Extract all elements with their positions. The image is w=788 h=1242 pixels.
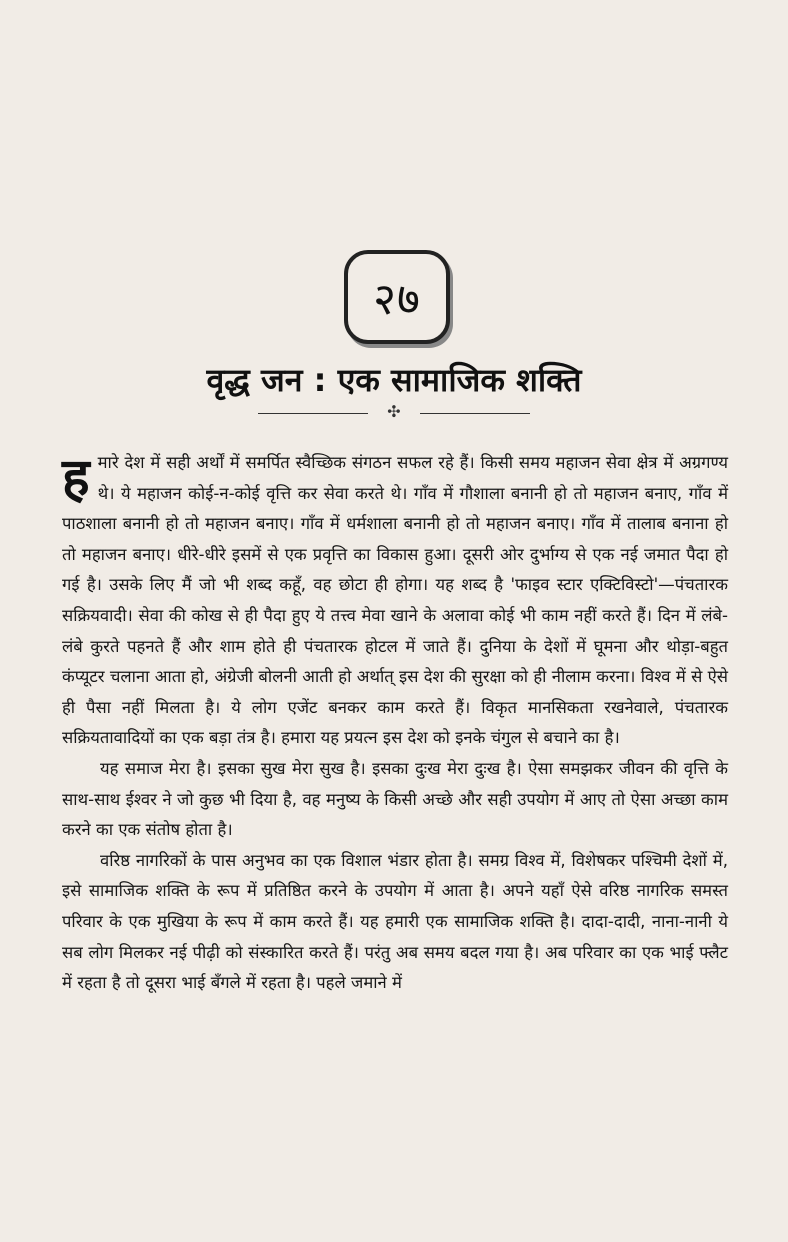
- drop-cap: ह: [62, 448, 90, 508]
- ornament-rule-left: [258, 413, 368, 414]
- chapter-title: वृद्ध जन : एक सामाजिक शक्ति: [206, 361, 582, 399]
- paragraph-1-text: मारे देश में सही अर्थों में समर्पित स्वैच्छिक संगठन सफल रहे हैं। किसी समय महाजन सेवा क्षेत्र में अग्रगण्य थे। ये महाजन कोई-न-कोई वृत्ति कर सेवा करते थे। गाँव में गौशाला बनानी हो तो महाजन बनाए, गाँव में पाठशाला बनानी हो तो महाजन बनाए। गाँव में धर्मशाला बनानी हो तो महाजन बनाए। गाँव में तालाब बनाना हो तो महाजन बनाए। धीरे-धीरे इसमें से एक प्रवृत्ति का विकास हुआ। दूसरी ओर दुर्भाग्य से एक नई जमात पैदा हो गई है। उसके लिए मैं जो भी शब्द कहूँ, वह छोटा ही होगा। यह शब्द है 'फाइव स्टार एक्टिविस्टो'—पंचतारक सक्रियवादी। सेवा की कोख से ही पैदा हुए ये तत्त्व मेवा खाने के अलावा कोई भी काम नहीं करते हैं। दिन में लंबे-लंबे कुरते पहनते हैं और शाम होते ही पंचतारक होटल में जाते हैं। दुनिया के देशों में घूमना और थोड़ा-बहुत कंप्यूटर चलाना आता हो, अंग्रेजी बोलनी आती हो अर्थात् इस देश की सुरक्षा को ही नीलाम करना। विश्व में से ऐसे ही पैसा नहीं मिलता है। ये लोग एजेंट बनकर काम करते हैं। विकृत मानसिकता रखनेवाले, पंचतारक सक्रियतावादियों का एक बड़ा तंत्र है। हमारा यह प्रयत्न इस देश को इनके चंगुल से बचाने का है।: [62, 453, 728, 748]
- title-ornament: [258, 404, 530, 424]
- paragraph-3: वरिष्ठ नागरिकों के पास अनुभव का एक विशाल भंडार होता है। समग्र विश्व में, विशेषकर पश्चिमी देशों में, इसे सामाजिक शक्ति के रूप में प्रतिष्ठित करने के उपयोग में आता है। अपने यहाँ ऐसे वरिष्ठ नागरिक समस्त परिवार के एक मुखिया के रूप में काम करते हैं। यह हमारी एक सामाजिक शक्ति है। दादा-दादी, नाना-नानी ये सब लोग मिलकर नई पीढ़ी को संस्कारित करते हैं। परंतु अब समय बदल गया है। अब परिवार का एक भाई फ्लैट में रहता है तो दूसरा भाई बँगले में रहता है। पहले जमाने में: [62, 850, 728, 993]
- paragraph-1: [62, 448, 728, 754]
- chapter-body: [62, 448, 728, 999]
- ornament-flourish-icon: ✣: [387, 402, 401, 421]
- chapter-number-badge: [344, 250, 450, 344]
- chapter-number: २७: [373, 274, 421, 325]
- paragraph-2: यह समाज मेरा है। इसका सुख मेरा सुख है। इसका दुःख मेरा दुःख है। ऐसा समझकर जीवन की वृत्ति के साथ-साथ ईश्वर ने जो कुछ भी दिया है, वह मनुष्य के किसी अच्छे और सही उपयोग में आए तो ऐसा अच्छा काम करने का एक संतोष होता है।: [62, 758, 728, 840]
- ornament-rule-right: [420, 413, 530, 414]
